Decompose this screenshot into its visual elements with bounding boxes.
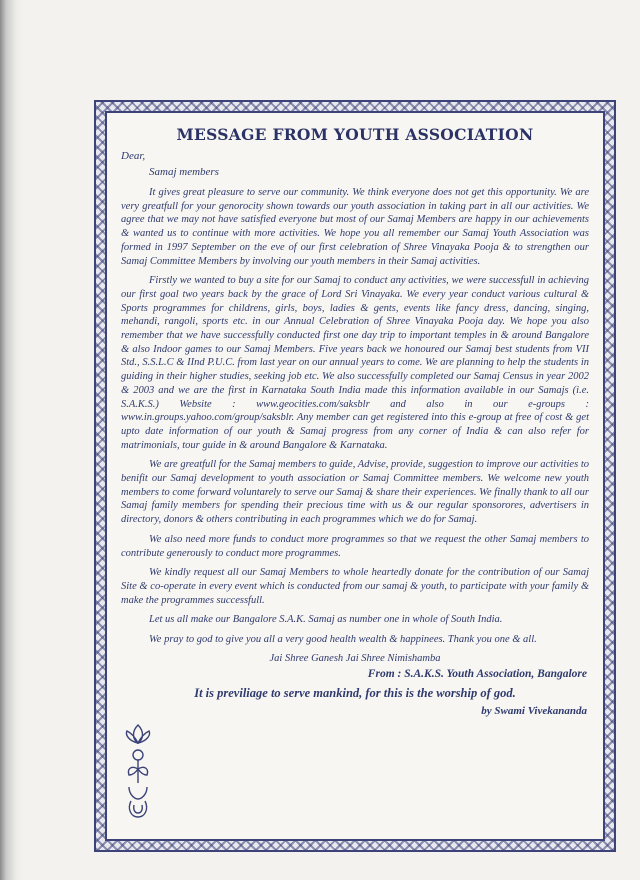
paragraph: We also need more funds to conduct more programmes so that we request the other Samaj members to contribute generously to conduct more programmes.	[121, 533, 589, 559]
from-line: From : S.A.K.S. Youth Association, Bangalore	[367, 667, 587, 680]
lotus-ornament-icon	[121, 721, 155, 821]
message-panel	[105, 111, 605, 841]
quote: It is previliage to serve mankind, for this is the worship of god.	[194, 685, 516, 700]
paragraph: We kindly request all our Samaj Members to whole heartedly donate for the contribution of our Samaj Site & co-operate in every event which is conducted from our samaj & youth, to participate with your family & make the programmes successfull.	[121, 567, 589, 606]
page-binding-shadow	[0, 0, 22, 880]
quote-byline: by Swami Vivekananda	[481, 704, 587, 717]
signoff: Jai Shree Ganesh Jai Shree Nimishamba	[269, 652, 441, 664]
paragraph: It gives great pleasure to serve our community. We think everyone does not get this opportunity. We are very greatfull for your genorocity shown towards our youth association in taking part in all our activities. We agree that we may not have satisfied everyone but most of our Samaj Members are happy in our achievements & wanted us to continue with more activities. We hope you all remember our Samaj Youth Association was formed in 1997 September on the eve of our first celebration of Shree Vinayaka Pooja & to strengthen our Samaj Committee Members by involving our youth members in their Samaj activities.	[121, 187, 589, 267]
addressee: Samaj members	[149, 166, 219, 178]
salutation: Dear,	[121, 150, 146, 162]
paragraph: We pray to god to give you all a very good health wealth & happinees. Thank you one & all.	[149, 634, 537, 646]
page-title: MESSAGE FROM YOUTH ASSOCIATION	[176, 125, 534, 144]
ornamental-border	[94, 100, 616, 852]
paragraph: Let us all make our Bangalore S.A.K. Samaj as number one in whole of South India.	[149, 614, 503, 626]
paragraph: We are greatfull for the Samaj members to guide, Advise, provide, suggestion to improve our activities to benifit our Samaj development to youth association or Samaj Committee members. We welcome new youth members to come forward voluntarely to serve our Samaj & share their experiences. We finally thank to all our Samaj family members for spending their precious time with us & our regular sponsorores, advertisers in directory, donors & others contributing in each programmes which we do for Samaj.	[121, 459, 589, 526]
paragraph: Firstly we wanted to buy a site for our Samaj to conduct any activities, we were successfull in achieving our first goal two years back by the grace of Lord Sri Vinayaka. We every year conduct various cultural & Sports programmes for childrens, girls, boys, ladies & gents, events like fancy dress, dancing, singing, mehandi, rangoli, sports etc. in our Annual Celebration of Shree Vinayaka Pooja day. We hope you also remember that we have successfully conducted first one day trip to important temples in & around Bangalore & also Indoor games to our Samaj Members. Five years back we honoured our Samaj best students from VII Std., S.S.L.C & IInd P.U.C. from last year on our annual years to come. We are planning to help the students in guiding in their higher studies, seeking job etc. We also successfully completed our Samaj Census in year 2002 & 2003 and we are the first in Karnataka South India made this information available in our Samajs (i.e. S.A.K.S.) Website : www.geocities.com/saksblr and also in our e-groups : www.in.groups.yahoo.com/group/saksblr. Any member can get registered into this e-group at free of cost & get upto date information of our youth & Samaj progress from any corner of India & can also refer for matrimonials, tour guide in & around Bangalore & Karnataka.	[121, 275, 589, 451]
